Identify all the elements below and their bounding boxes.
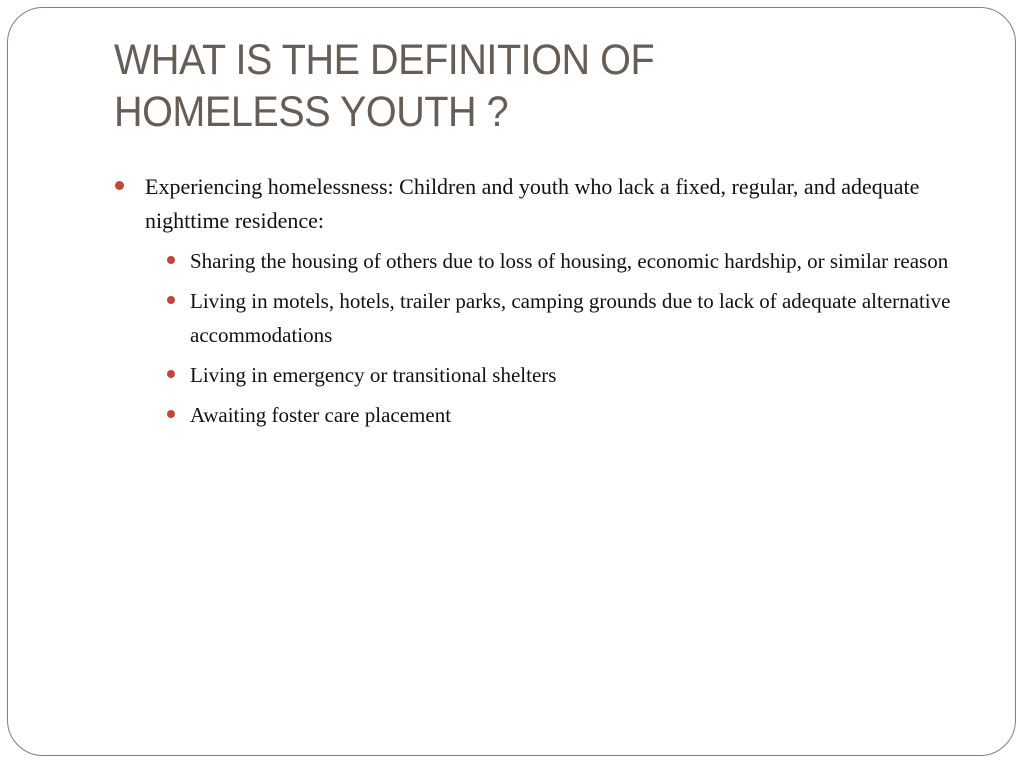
bullet-item-level-2 [114, 284, 974, 352]
slide-title-line-2: HOMELESS YOUTH ? [114, 88, 509, 136]
bullet-text: Experiencing homelessness: Children and youth who lack a fixed, regular, and adequate nighttime residence: [145, 174, 920, 233]
bullet-text: Living in emergency or transitional shelters [190, 363, 557, 387]
bullet-dot-icon [167, 296, 175, 304]
slide-body [114, 170, 974, 432]
bullet-dot-icon [167, 410, 175, 418]
bullet-item-level-2 [114, 244, 974, 278]
bullet-text: Living in motels, hotels, trailer parks, camping grounds due to lack of adequate alternative accommodations [190, 289, 951, 347]
slide-title-line-1: WHAT IS THE DEFINITION OF [114, 36, 655, 84]
bullet-text: Awaiting foster care placement [190, 403, 452, 427]
bullet-text: Sharing the housing of others due to loss of housing, economic hardship, or similar reason [190, 249, 949, 273]
bullet-item-level-2 [114, 398, 974, 432]
bullet-dot-icon [167, 370, 175, 378]
slide-title [114, 34, 905, 138]
bullet-item-level-1 [114, 170, 974, 238]
bullet-dot-icon [115, 181, 124, 190]
bullet-dot-icon [167, 256, 175, 264]
bullet-item-level-2 [114, 358, 974, 392]
